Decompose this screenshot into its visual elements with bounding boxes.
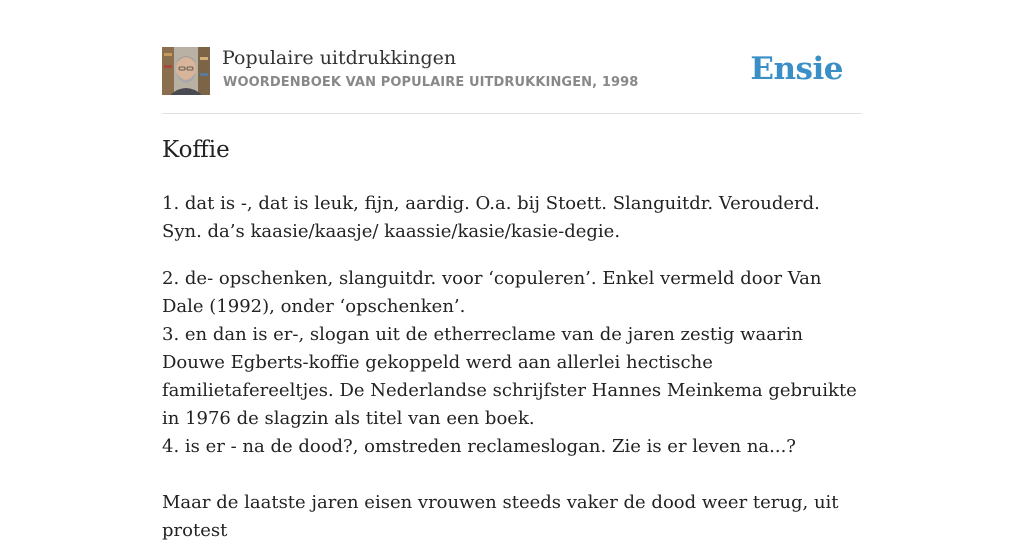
entry-content [162,190,862,545]
definition-paragraph-1: 1. dat is -, dat is leuk, fijn, aardig. O.a. bij Stoett. Slanguitdr. Verouderd. Syn. da’s kaasie/kaasje/ kaassie/kasie/kasie-degie. [162,193,820,242]
entry-page [162,0,862,541]
quote-paragraph: Maar de laatste jaren eisen vrouwen steeds vaker de dood weer terug, uit protest [162,492,839,541]
definition-paragraph-4: 4. is er - na de dood?, omstreden reclameslogan. Zie is er leven na...? [162,436,796,457]
source-header [162,46,862,96]
paragraph-spacer [162,461,862,489]
header-divider [162,113,862,114]
source-title[interactable]: Populaire uitdrukkingen [222,47,457,69]
entry-title: Koffie [162,137,230,163]
definition-paragraph-3: 3. en dan is er-, slogan uit de etherreclame van de jaren zestig waarin Douwe Egberts-koffie gekoppeld werd aan allerlei hectische familietafereeltjes. De Nederlandse schrijfster Hannes Meinkema gebruikte in 1976 de slagzin als titel van een boek. [162,324,857,429]
ensie-logo-link[interactable]: Ensie [750,51,843,87]
definition-paragraph-2: 2. de- opschenken, slanguitdr. voor ‘copuleren’. Enkel vermeld door Van Dale (1992), onder ‘opschenken’. [162,268,822,317]
author-portrait-icon[interactable] [162,47,210,95]
source-subtitle: WOORDENBOEK VAN POPULAIRE UITDRUKKINGEN, 1998 [223,75,639,90]
